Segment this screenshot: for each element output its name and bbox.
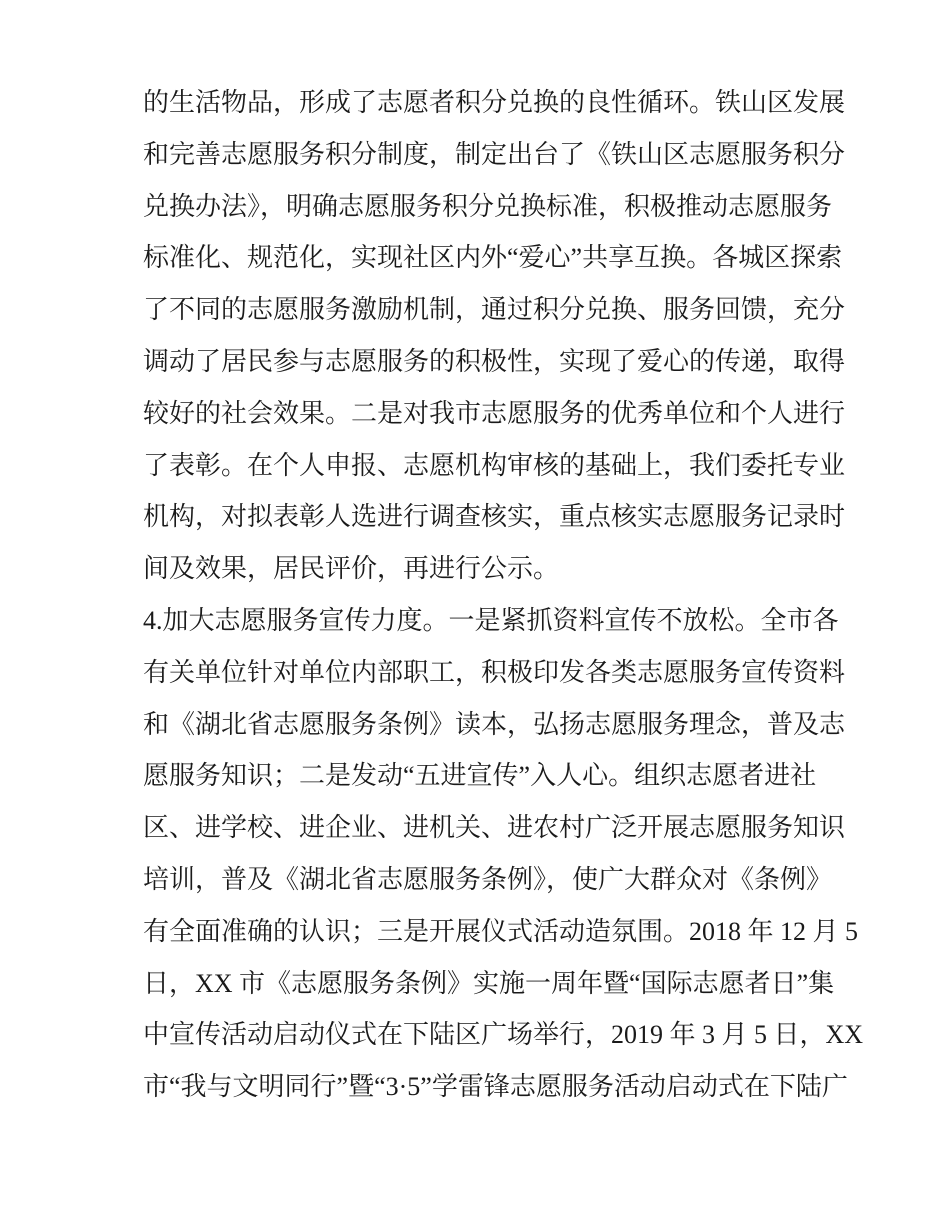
- text-line: 的生活物品，形成了志愿者积分兑换的良性循环。铁山区发展: [143, 88, 846, 117]
- text-line: 了不同的志愿服务激励机制，通过积分兑换、服务回馈，充分: [143, 295, 846, 325]
- text-line: 市“我与文明同行”暨“3·5”学雷锋志愿服务活动启动式在下陆广: [143, 1072, 848, 1102]
- text-line: 中宣传活动启动仪式在下陆区广场举行，2019 年 3 月 5 日，XX: [143, 1020, 864, 1050]
- document-page: [143, 77, 864, 1113]
- text-line: 4.加大志愿服务宣传力度。一是紧抓资料宣传不放松。全市各: [143, 605, 839, 635]
- text-line: 机构，对拟表彰人选进行调查核实，重点核实志愿服务记录时: [143, 502, 846, 532]
- text-line: 和《湖北省志愿服务条例》读本，弘扬志愿服务理念，普及志: [143, 709, 846, 739]
- text-line: 兑换办法》，明确志愿服务积分兑换标准，积极推动志愿服务: [143, 191, 833, 221]
- text-line: 和完善志愿服务积分制度，制定出台了《铁山区志愿服务积分: [143, 139, 846, 169]
- text-line: 有全面准确的认识；三是开展仪式活动造氛围。2018 年 12 月 5: [143, 916, 859, 946]
- text-line: 调动了居民参与志愿服务的积极性，实现了爱心的传递，取得: [143, 346, 846, 376]
- text-line: 日，XX 市《志愿服务条例》实施一周年暨“国际志愿者日”集: [143, 968, 835, 998]
- text-line: 区、进学校、进企业、进机关、进农村广泛开展志愿服务知识: [143, 813, 846, 843]
- text-line: 间及效果，居民评价，再进行公示。: [143, 554, 560, 584]
- text-line: 了表彰。在个人申报、志愿机构审核的基础上，我们委托专业: [143, 450, 846, 480]
- text-line: 培训，普及《湖北省志愿服务条例》，使广大群众对《条例》: [143, 864, 833, 894]
- text-line: 愿服务知识；二是发动“五进宣传”入人心。组织志愿者进社: [143, 761, 817, 791]
- text-line: 有关单位针对单位内部职工，积极印发各类志愿服务宣传资料: [143, 657, 846, 687]
- text-line: 标准化、规范化，实现社区内外“爱心”共享互换。各城区探索: [143, 243, 843, 273]
- text-line: 较好的社会效果。二是对我市志愿服务的优秀单位和个人进行: [143, 398, 846, 428]
